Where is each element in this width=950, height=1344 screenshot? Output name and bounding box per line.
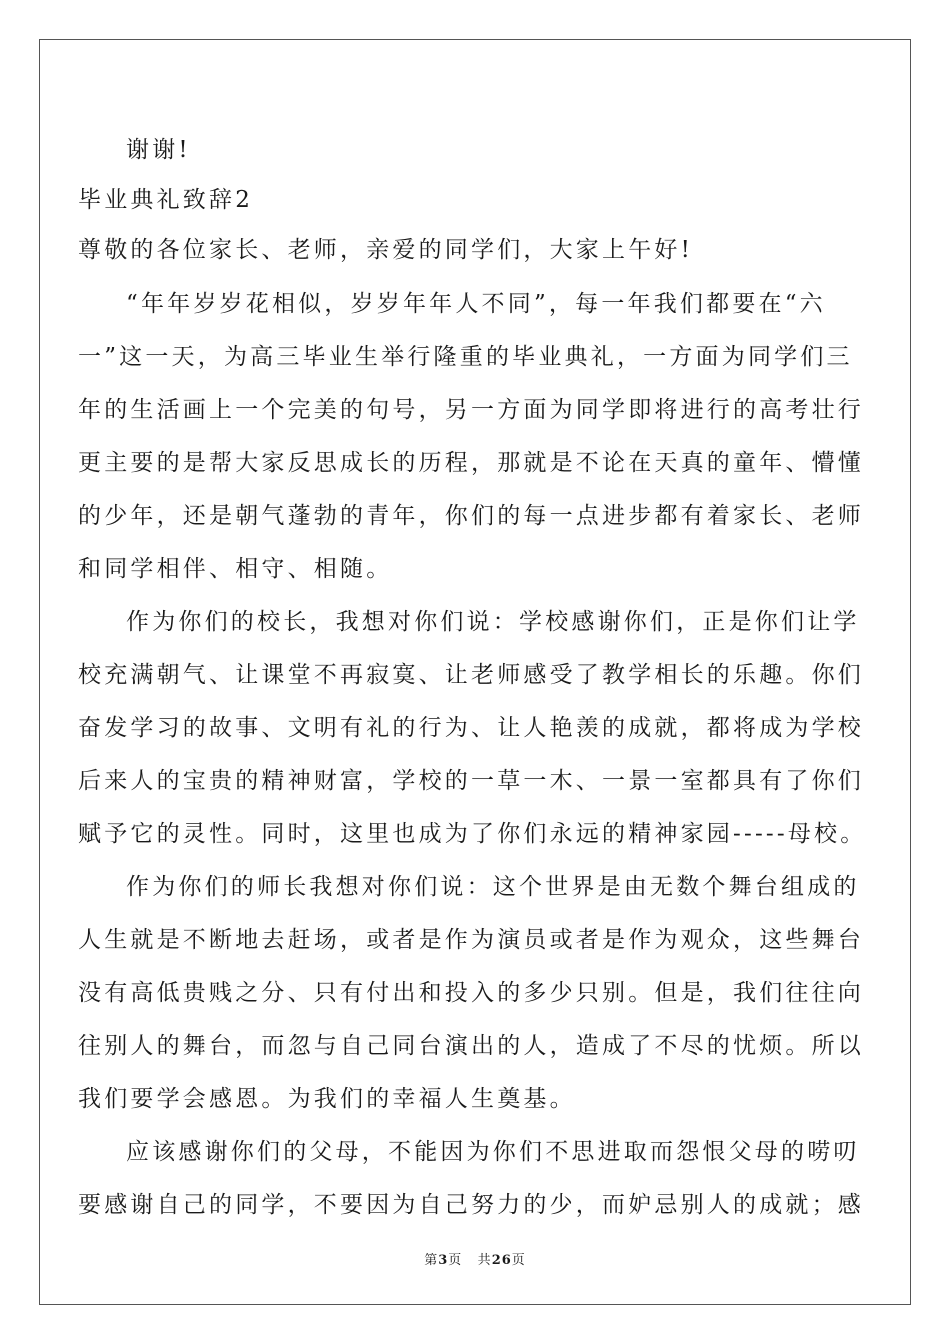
paragraph-line: 作为你们的师长我想对你们说：这个世界是由无数个舞台组成的 [126,874,860,900]
page-footer [0,1249,950,1268]
paragraph-line: “年年岁岁花相似，岁岁年年人不同”，每一年我们都要在“六 [126,291,826,317]
paragraph-line: 校充满朝气、让课堂不再寂寞、让老师感受了教学相长的乐趣。你们 [78,662,864,688]
paragraph-line: 奋发学习的故事、文明有礼的行为、让人艳羡的成就，都将成为学校 [78,715,864,741]
paragraph-3 [78,868,864,1119]
paragraph-line: 后来人的宝贵的精神财富，学校的一草一木、一景一室都具有了你们 [78,768,864,794]
footer-total-suffix: 页 [511,1253,526,1268]
footer-prefix: 第 [424,1253,439,1268]
paragraph-line: 和同学相伴、相守、相随。 [78,556,393,582]
paragraph-line: 我们要学会感恩。为我们的幸福人生奠基。 [78,1086,576,1112]
paragraph-line: 应该感谢你们的父母，不能因为你们不思进取而怨恨父母的唠叨 [126,1139,860,1165]
paragraph-line: 没有高低贵贱之分、只有付出和投入的多少只别。但是，我们往往向 [78,980,864,1006]
paragraph-4 [78,1133,864,1225]
paragraph-line: 更主要的是帮大家反思成长的历程，那就是不论在天真的童年、懵懂 [78,450,864,476]
paragraph-line: 往别人的舞台，而忽与自己同台演出的人，造成了不尽的忧烦。所以 [78,1033,864,1059]
paragraph-2 [78,603,867,854]
paragraph-line: 的少年，还是朝气蓬勃的青年，你们的每一点进步都有着家长、老师 [78,503,864,529]
paragraph-line: 一”这一天，为高三毕业生举行隆重的毕业典礼，一方面为同学们三 [78,344,853,370]
paragraph-line: 要感谢自己的同学，不要因为自己努力的少，而妒忌别人的成就；感 [78,1192,864,1218]
paragraph-line: 作为你们的校长，我想对你们说：学校感谢你们，正是你们让学 [126,609,860,635]
total-pages-number: 26 [491,1253,512,1268]
footer-page-word: 页 [448,1253,463,1268]
closing-thanks: 谢谢! [126,137,191,163]
paragraph-line: 赋予它的灵性。同时，这里也成为了你们永远的精神家园-----母校。 [78,821,867,847]
paragraph-line: 年的生活画上一个完美的句号，另一方面为同学即将进行的高考壮行 [78,397,864,423]
paragraph-line: 人生就是不断地去赶场，或者是作为演员或者是作为观众，这些舞台 [78,927,864,953]
paragraph-1 [78,285,864,589]
footer-total-prefix: 共 [477,1253,492,1268]
current-page-number: 3 [438,1253,449,1268]
salutation: 尊敬的各位家长、老师，亲爱的同学们，大家上午好! [78,237,694,263]
document-body [78,131,867,1239]
section-title: 毕业典礼致辞2 [78,187,254,213]
